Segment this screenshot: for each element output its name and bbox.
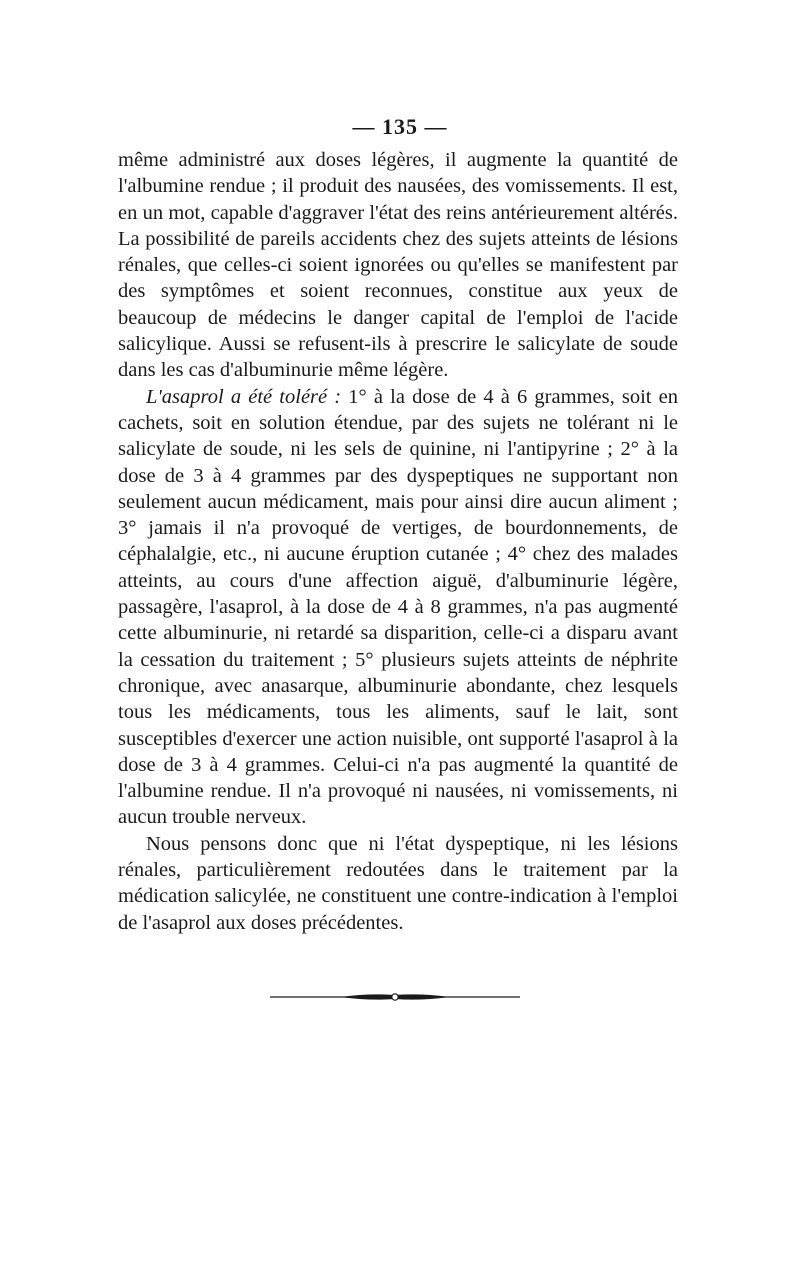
paragraph-albuminuria-risk: même administré aux doses légères, il augmente la quantité de l'albumine rendue ; il produit des nausées, des vomissements. Il est, en un mot, capable d'aggraver l'état des reins antérieurement altérés. La possibilité de pareils accidents chez des sujets atteints de lésions rénales, que celles-ci soient ignorées ou qu'elles se manifestent par des symptômes et soient reconnues, constitue aux yeux de beaucoup de médecins le danger capital de l'emploi de l'acide salicylique. Aussi se refusent-ils à prescrire le salicylate de soude dans les cas d'albuminurie même légère. xyxy=(118,149,678,382)
body-text xyxy=(118,147,678,936)
paragraph-conclusion: Nous pensons donc que ni l'état dyspeptique, ni les lésions rénales, particulièrement redoutées dans le traitement par la médication salicylée, ne constituent une contre-indication à l'emploi de l'asaprol aux doses précédentes. xyxy=(118,832,678,934)
paragraph-asaprol-tolerance xyxy=(118,384,678,831)
asaprol-lead-phrase: L'asaprol a été toléré : xyxy=(146,385,342,408)
ornament-rule-icon xyxy=(270,990,520,1004)
page-number: — 135 — xyxy=(352,114,448,139)
asaprol-tolerance-text: 1° à la dose de 4 à 6 grammes, soit en cachets, soit en solution étendue, par des sujets ne tolérant ni le salicylate de soude, ni les sels de quinine, ni l'antipyrine ; 2° à la dose de 3 à 4 grammes par des dyspeptiques ne supportant non seulement aucun médicament, mais pour ainsi dire aucun aliment ; 3° jamais il n'a provoqué de vertiges, de bourdonnements, de céphalalgie, etc., ni aucune éruption cutanée ; 4° chez des malades atteints, au cours d'une affection aiguë, d'albuminurie légère, passagère, l'asaprol, à la dose de 4 à 8 grammes, n'a pas augmenté cette albuminurie, ni retardé sa disparition, celle-ci a disparu avant la cessation du traitement ; 5° plusieurs sujets atteints de néphrite chronique, avec anasarque, albuminurie abondante, chez lesquels tous les médicaments, tous les aliments, sauf le lait, sont susceptibles d'exercer une action nuisible, ont supporté l'asaprol à la dose de 3 à 4 grammes. Celui-ci n'a pas augmenté la quantité de l'albumine rendue. Il n'a provoqué ni nausées, ni vomissements, ni aucun trouble nerveux. xyxy=(118,385,678,829)
